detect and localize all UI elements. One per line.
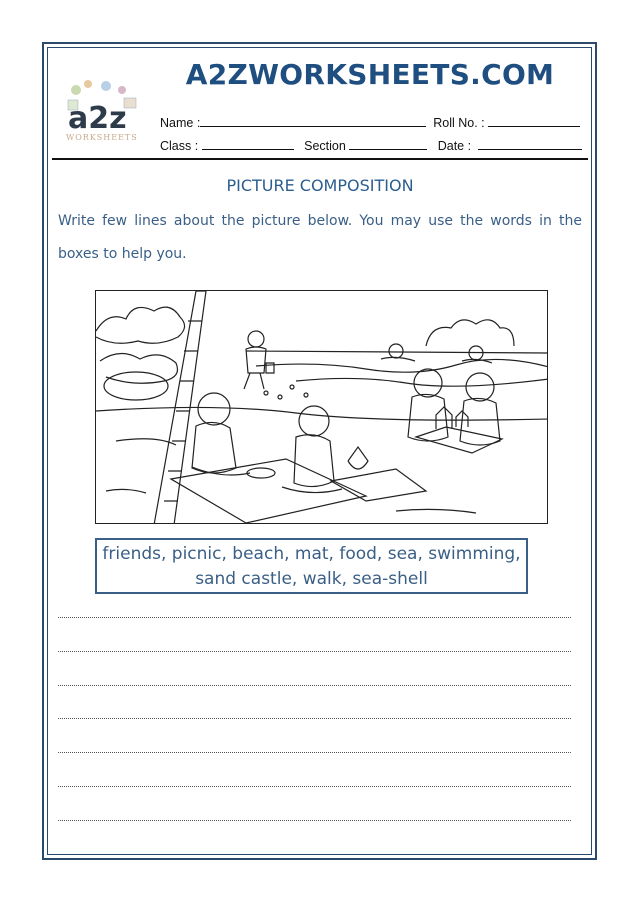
word-bank-box (95, 538, 528, 594)
header-divider (52, 158, 588, 160)
class-section-date-row (160, 137, 582, 153)
date-label: Date : (437, 139, 472, 153)
word-bank-line-2: sand castle, walk, sea-shell (195, 569, 428, 589)
roll-label: Roll No. : (433, 116, 485, 130)
writing-line[interactable] (58, 786, 571, 787)
writing-line[interactable] (58, 820, 571, 821)
section-label: Section (304, 139, 346, 153)
writing-line[interactable] (58, 617, 571, 618)
class-blank[interactable] (202, 137, 294, 150)
date-blank[interactable] (478, 137, 582, 150)
name-label: Name : (160, 116, 201, 130)
writing-line[interactable] (58, 718, 571, 719)
logo-subtext: WORKSHEETS (66, 133, 138, 142)
name-blank[interactable] (200, 114, 426, 127)
name-roll-row (160, 114, 580, 130)
instructions-text: Write few lines about the picture below. You may use the words in the boxes to help you. (58, 213, 582, 262)
logo-mark: a2z (68, 101, 127, 136)
site-title: A2ZWORKSHEETS.COM (185, 58, 555, 91)
roll-blank[interactable] (488, 114, 580, 127)
word-bank-line-1: friends, picnic, beach, mat, food, sea, swimming, (102, 544, 521, 564)
writing-line[interactable] (58, 685, 571, 686)
writing-line[interactable] (58, 752, 571, 753)
worksheet-title: PICTURE COMPOSITION (226, 176, 414, 195)
class-label: Class : (160, 139, 199, 153)
beach-picnic-illustration (95, 290, 548, 524)
section-blank[interactable] (349, 137, 427, 150)
writing-line[interactable] (58, 651, 571, 652)
